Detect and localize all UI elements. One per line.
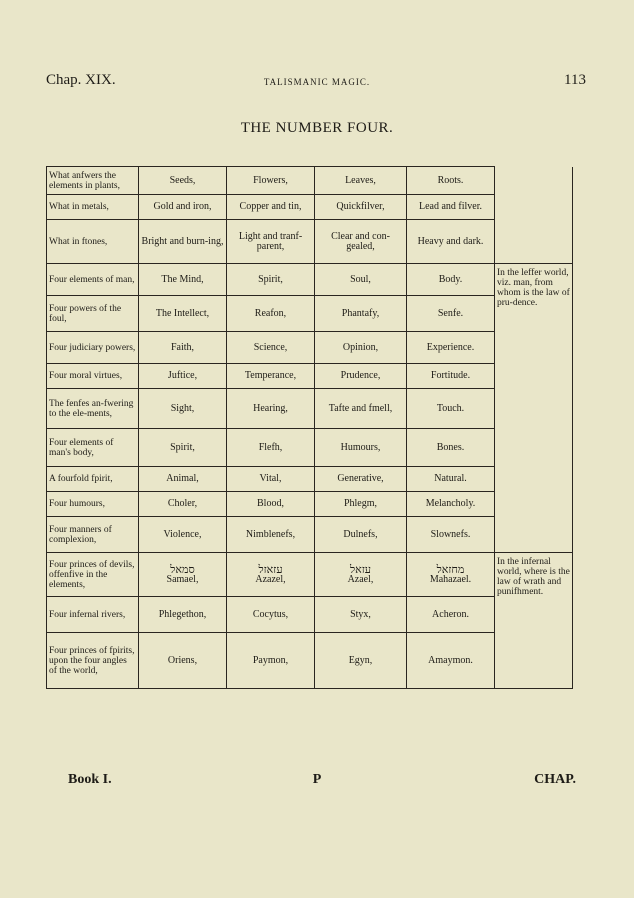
table-cell: Violence, [139,517,227,553]
row-label: Four powers of the foul, [47,296,139,332]
table-cell: Opinion, [315,332,407,364]
table-cell: Leaves, [315,167,407,195]
cell-text: Azael, [347,573,374,585]
table-cell: Seeds, [139,167,227,195]
table-row [47,517,573,553]
table-row [47,264,573,296]
table-cell: Blood, [227,492,315,517]
table-cell: Natural. [407,467,495,492]
row-label: A fourfold fpirit, [47,467,139,492]
table-cell: Slownefs. [407,517,495,553]
cell-text: Mahazael. [429,573,472,585]
table-row [47,597,573,633]
table-cell: Bones. [407,429,495,467]
table-cell: The Mind, [139,264,227,296]
table-row [47,364,573,389]
table-cell: Science, [227,332,315,364]
table-cell: Roots. [407,167,495,195]
table-cell: Cocytus, [227,597,315,633]
footer-book: Book I. [68,772,112,787]
table-cell: Nimblenefs, [227,517,315,553]
table-cell: Tafte and fmell, [315,389,407,429]
table-cell: Acheron. [407,597,495,633]
table-row [47,195,573,220]
chapter-heading: Chap. XIX. [46,72,116,88]
row-label: The fenfes an-fwering to the ele-ments, [47,389,139,429]
row-label: Four moral virtues, [47,364,139,389]
table-cell: Sight, [139,389,227,429]
cell-text: Samael, [166,573,199,585]
running-title: TALISMANIC MAGIC. [263,77,371,87]
table-cell: Touch. [407,389,495,429]
table-cell: Dulnefs, [315,517,407,553]
table-cell: Styx, [315,597,407,633]
table-cell: Juftice, [139,364,227,389]
catchword: CHAP. [534,772,576,787]
table-cell [407,553,495,597]
table-cell: Quickfilver, [315,195,407,220]
table-cell: Phlegm, [315,492,407,517]
table-row [47,492,573,517]
table-cell: Bright and burn-ing, [139,220,227,264]
table-row [47,167,573,195]
table-row [47,633,573,689]
table-cell: Choler, [139,492,227,517]
table-cell [139,553,227,597]
table-cell: Amaymon. [407,633,495,689]
table-cell: Oriens, [139,633,227,689]
table-cell: Temperance, [227,364,315,389]
table-cell: Spirit, [227,264,315,296]
table-row [47,467,573,492]
table-cell: Faith, [139,332,227,364]
note-lesser-world: In the leffer world, viz. man, from whom is the law of pru-dence. [495,264,573,553]
row-label: What in metals, [47,195,139,220]
hebrew-name: מחזאל [436,563,465,576]
row-label: Four infernal rivers, [47,597,139,633]
table-cell: Egyn, [315,633,407,689]
table-cell [315,553,407,597]
table-cell: Experience. [407,332,495,364]
row-label: Four judiciary powers, [47,332,139,364]
table-row [47,553,573,597]
table-cell: Light and tranf-parent, [227,220,315,264]
table-cell: Spirit, [139,429,227,467]
table-cell: Phlegethon, [139,597,227,633]
table-cell: Prudence, [315,364,407,389]
table-cell: Hearing, [227,389,315,429]
table-cell: Melancholy. [407,492,495,517]
row-label: Four manners of complexion, [47,517,139,553]
table-row [47,296,573,332]
table-cell: Flowers, [227,167,315,195]
table-cell [227,553,315,597]
row-label: What in ftones, [47,220,139,264]
table-row [47,429,573,467]
table-cell: Body. [407,264,495,296]
hebrew-name: עזאל [349,563,372,576]
table-cell: Lead and filver. [407,195,495,220]
table-cell: Fortitude. [407,364,495,389]
signature-mark: P [312,772,322,787]
table-cell: Phantafy, [315,296,407,332]
table-cell: Copper and tin, [227,195,315,220]
row-label: Four humours, [47,492,139,517]
table-cell: Gold and iron, [139,195,227,220]
row-label: Four princes of fpirits, upon the four angles of the world, [47,633,139,689]
table-row [47,220,573,264]
table-cell: Paymon, [227,633,315,689]
table-cell: Humours, [315,429,407,467]
note-cell-empty [495,167,573,264]
table-cell: Generative, [315,467,407,492]
correspondence-table [46,166,572,689]
page-title: THE NUMBER FOUR. [240,120,394,136]
hebrew-name: עזאזל [258,563,283,576]
table-cell: Flefh, [227,429,315,467]
cell-text: Azazel, [255,573,286,585]
table-cell: Animal, [139,467,227,492]
table-row [47,389,573,429]
table-cell: Heavy and dark. [407,220,495,264]
table-cell: The Intellect, [139,296,227,332]
row-label: What anfwers the elements in plants, [47,167,139,195]
note-infernal-world: In the infernal world, where is the law of wrath and punifhment. [495,553,573,689]
table-row [47,332,573,364]
table-cell: Senfe. [407,296,495,332]
table-cell: Reafon, [227,296,315,332]
table-cell: Vital, [227,467,315,492]
page-number: 113 [564,72,586,88]
row-label: Four elements of man, [47,264,139,296]
row-label: Four princes of devils, offenfive in the elements, [47,553,139,597]
row-label: Four elements of man's body, [47,429,139,467]
table-cell: Soul, [315,264,407,296]
hebrew-name: סמאל [170,563,195,576]
table-cell: Clear and con-gealed, [315,220,407,264]
